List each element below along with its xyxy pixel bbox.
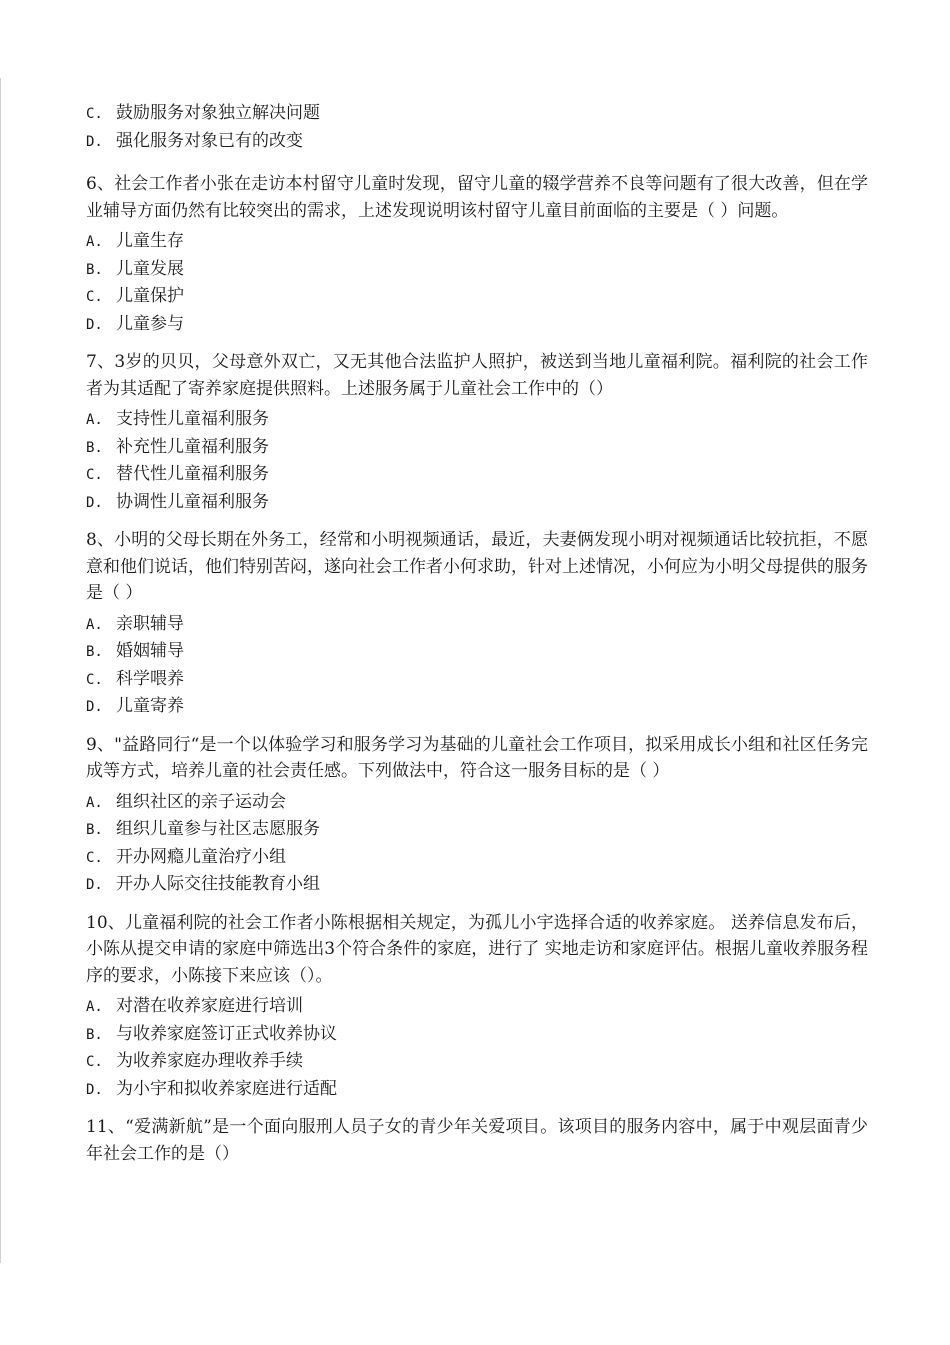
- option-letter: D.: [86, 494, 103, 511]
- question-11: [86, 1114, 866, 1167]
- option-b: [86, 638, 866, 666]
- option-letter: B.: [86, 261, 103, 278]
- option-d: [86, 1076, 866, 1104]
- option-letter: A.: [86, 616, 103, 633]
- question-10: [86, 910, 866, 1104]
- question-6: [86, 171, 866, 338]
- option-d: [86, 311, 866, 339]
- question-stem: 9、"益路同行“是一个以体验学习和服务学习为基础的儿童社会工作项目，拟采用成长小组和社区任务完成等方式，培养儿童的社会责任感。下列做法中，符合这一服务目标的是（ ）: [86, 734, 868, 781]
- page-left-edge: [0, 78, 1, 1263]
- option-text: 儿童保护: [116, 286, 184, 306]
- question-stem: 10、儿童福利院的社会工作者小陈根据相关规定，为孤儿小宇选择合适的收养家庭。 送养信息发布后，小陈从提交申请的家庭中筛选出3个符合条件的家庭，进行了 实地走访和家庭评估。根据儿童收养服务程序的要求，小陈接下来应该（）。: [86, 912, 868, 986]
- option-text: 与收养家庭签订正式收养协议: [116, 1023, 337, 1044]
- option-letter: C.: [86, 1054, 103, 1070]
- option-text: 协调性儿童福利服务: [116, 491, 269, 512]
- option-letter: B.: [86, 1026, 103, 1043]
- question-8: [86, 527, 866, 721]
- option-text: 儿童参与: [116, 313, 184, 334]
- option-b: [86, 434, 866, 462]
- option-d: [86, 489, 866, 517]
- question-stem: 7、3岁的贝贝，父母意外双亡，又无其他合法监护人照护，被送到当地儿童福利院。福利院的社会工作者为其适配了寄养家庭提供照料。上述服务属于儿童社会工作中的（）: [86, 352, 868, 399]
- option-d: [86, 871, 866, 899]
- option-text: 替代性儿童福利服务: [116, 464, 269, 484]
- option-text: 支持性儿童福利服务: [116, 409, 269, 429]
- option-a: [86, 406, 866, 434]
- option-letter: D.: [86, 1081, 103, 1098]
- option-c: [86, 100, 866, 128]
- option-text: 儿童发展: [116, 258, 184, 279]
- option-letter: B.: [86, 644, 103, 660]
- option-letter: D.: [86, 699, 103, 715]
- option-letter: A.: [86, 999, 103, 1015]
- option-a: [86, 228, 866, 256]
- question-stem: 11、“爱满新航”是一个面向服刑人员子女的青少年关爱项目。该项目的服务内容中，属于中观层面青少年社会工作的是（）: [86, 1117, 868, 1164]
- option-text: 强化服务对象已有的改变: [116, 130, 303, 151]
- option-letter: C.: [86, 671, 103, 688]
- option-text: 组织社区的亲子运动会: [116, 791, 286, 812]
- option-text: 对潜在收养家庭进行培训: [116, 996, 303, 1016]
- option-letter: B.: [86, 822, 103, 838]
- option-text: 组织儿童参与社区志愿服务: [116, 819, 320, 839]
- option-letter: D.: [86, 133, 103, 150]
- option-letter: A.: [86, 412, 103, 428]
- question-7: [86, 349, 866, 516]
- option-b: [86, 256, 866, 284]
- option-letter: A.: [86, 794, 103, 811]
- question-stem: 8、小明的父母长期在外务工，经常和小明视频通话，最近，夫妻俩发现小明对视频通话比较抗拒，不愿意和他们说话，他们特别苦闷，遂向社会工作者小何求助，针对上述情况，小何应为小明父母提供的服务是（ ）: [86, 530, 868, 603]
- option-letter: C.: [86, 106, 103, 122]
- option-letter: D.: [86, 877, 103, 893]
- document-body: [86, 100, 866, 1167]
- question-stem: 6、社会工作者小张在走访本村留守儿童时发现，留守儿童的辍学营养不良等问题有了很大改善，但在学业辅导方面仍然有比较突出的需求，上述发现说明该村留守儿童目前面临的主要是（ ）问题。: [86, 174, 868, 221]
- option-text: 儿童生存: [116, 231, 184, 251]
- option-b: [86, 816, 866, 844]
- option-a: [86, 789, 866, 817]
- option-letter: D.: [86, 316, 103, 333]
- option-letter: A.: [86, 234, 103, 250]
- option-text: 鼓励服务对象独立解决问题: [116, 103, 320, 123]
- option-a: [86, 993, 866, 1021]
- option-b: [86, 1021, 866, 1049]
- question-9: [86, 732, 866, 899]
- option-c: [86, 1048, 866, 1076]
- option-d: [86, 128, 866, 156]
- option-text: 亲职辅导: [116, 613, 184, 634]
- option-letter: C.: [86, 467, 103, 483]
- option-d: [86, 693, 866, 721]
- option-c: [86, 666, 866, 694]
- option-text: 补充性儿童福利服务: [116, 436, 269, 457]
- option-c: [86, 844, 866, 872]
- carryover-options: [86, 100, 866, 155]
- option-text: 科学喂养: [116, 668, 184, 689]
- option-c: [86, 461, 866, 489]
- option-text: 为小宇和拟收养家庭进行适配: [116, 1078, 337, 1099]
- option-text: 开办人际交往技能教育小组: [116, 874, 320, 894]
- option-text: 婚姻辅导: [116, 641, 184, 661]
- option-text: 为收养家庭办理收养手续: [116, 1051, 303, 1071]
- option-letter: B.: [86, 439, 103, 456]
- option-c: [86, 283, 866, 311]
- option-text: 开办网瘾儿童治疗小组: [116, 846, 286, 867]
- option-a: [86, 611, 866, 639]
- option-text: 儿童寄养: [116, 696, 184, 716]
- option-letter: C.: [86, 849, 103, 866]
- option-letter: C.: [86, 289, 103, 305]
